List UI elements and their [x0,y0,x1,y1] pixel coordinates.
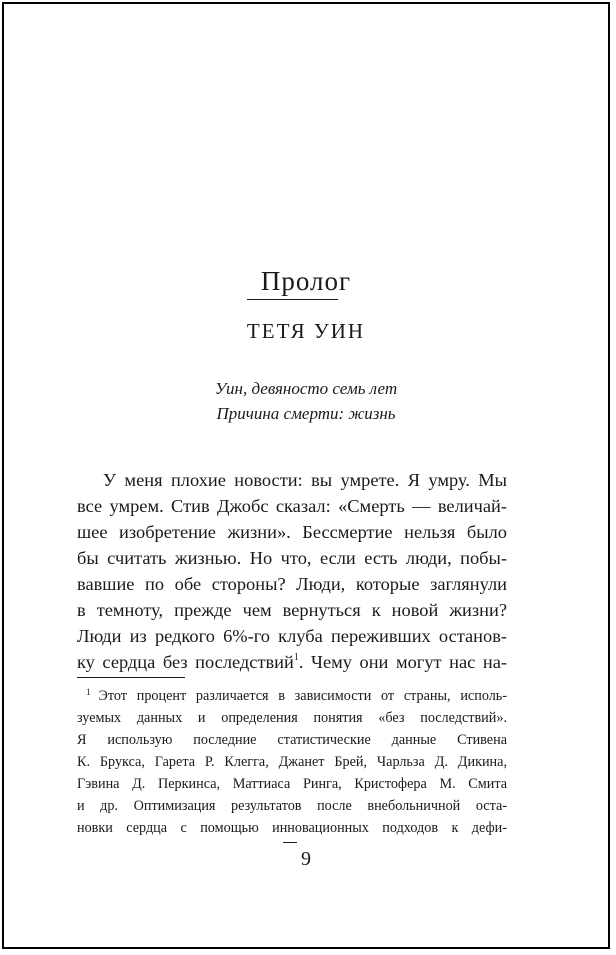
body-line: шее изобретение жизни». Бессмертие нельзя было [77,522,507,542]
body-line: в темноту, прежде чем вернуться к новой жизни? [77,600,507,620]
footnote-line: зуемых данных и определения понятия «без последствий». [77,710,507,726]
footnote-line: Гэвина Д. Перкинса, Маттиаса Ринга, Кристофера М. Смита [77,776,507,792]
body-line: бы считать жизнью. Но что, если есть люди, побы- [77,548,507,568]
footnote-text: Этот процент различается в зависимости от страны, исполь- [98,688,507,704]
epigraph-line: Уин, девяносто семь лет [214,379,398,398]
chapter-title: ТЕТЯ УИН [246,319,366,343]
footnote-line: К. Брукса, Гарета Р. Клегга, Джанет Брей, Чарльза Д. Дикина, [77,754,507,770]
footnote-separator [77,677,185,678]
body-line: У меня плохие новости: вы умрете. Я умру. Мы [103,470,507,490]
chapter-label: Пролог [260,266,352,296]
body-line-with-footnote [77,649,507,675]
page-number: 9 [301,848,311,870]
footnote-line: новки сердца с помощью инновационных подходов к дефи- [77,820,507,836]
footnote-line [77,685,507,707]
footnote-reference[interactable]: 1 [293,652,299,663]
body-text-segment: ку сердца без последствий [77,652,294,672]
epigraph [4,376,608,426]
body-line: вавшие по обе стороны? Люди, которые заглянули [77,574,507,594]
footnote-marker: 1 [86,687,91,697]
body-line: Люди из редкого 6%-го клуба переживших останов- [77,626,507,646]
page-number-dash [283,842,297,843]
body-line: все умрем. Стив Джобс сказал: «Смерть — величай- [77,496,507,516]
body-paragraph [77,467,507,675]
page [2,2,610,949]
footnote-line: и др. Оптимизация результатов после внебольничной оста- [77,798,507,814]
footnote-line: Я использую последние статистические данные Стивена [77,732,507,748]
footnote [77,685,507,839]
epigraph-line: Причина смерти: жизнь [216,404,396,423]
chapter-underline [247,299,338,300]
body-text-segment: . Чему они могут нас на- [298,652,507,672]
